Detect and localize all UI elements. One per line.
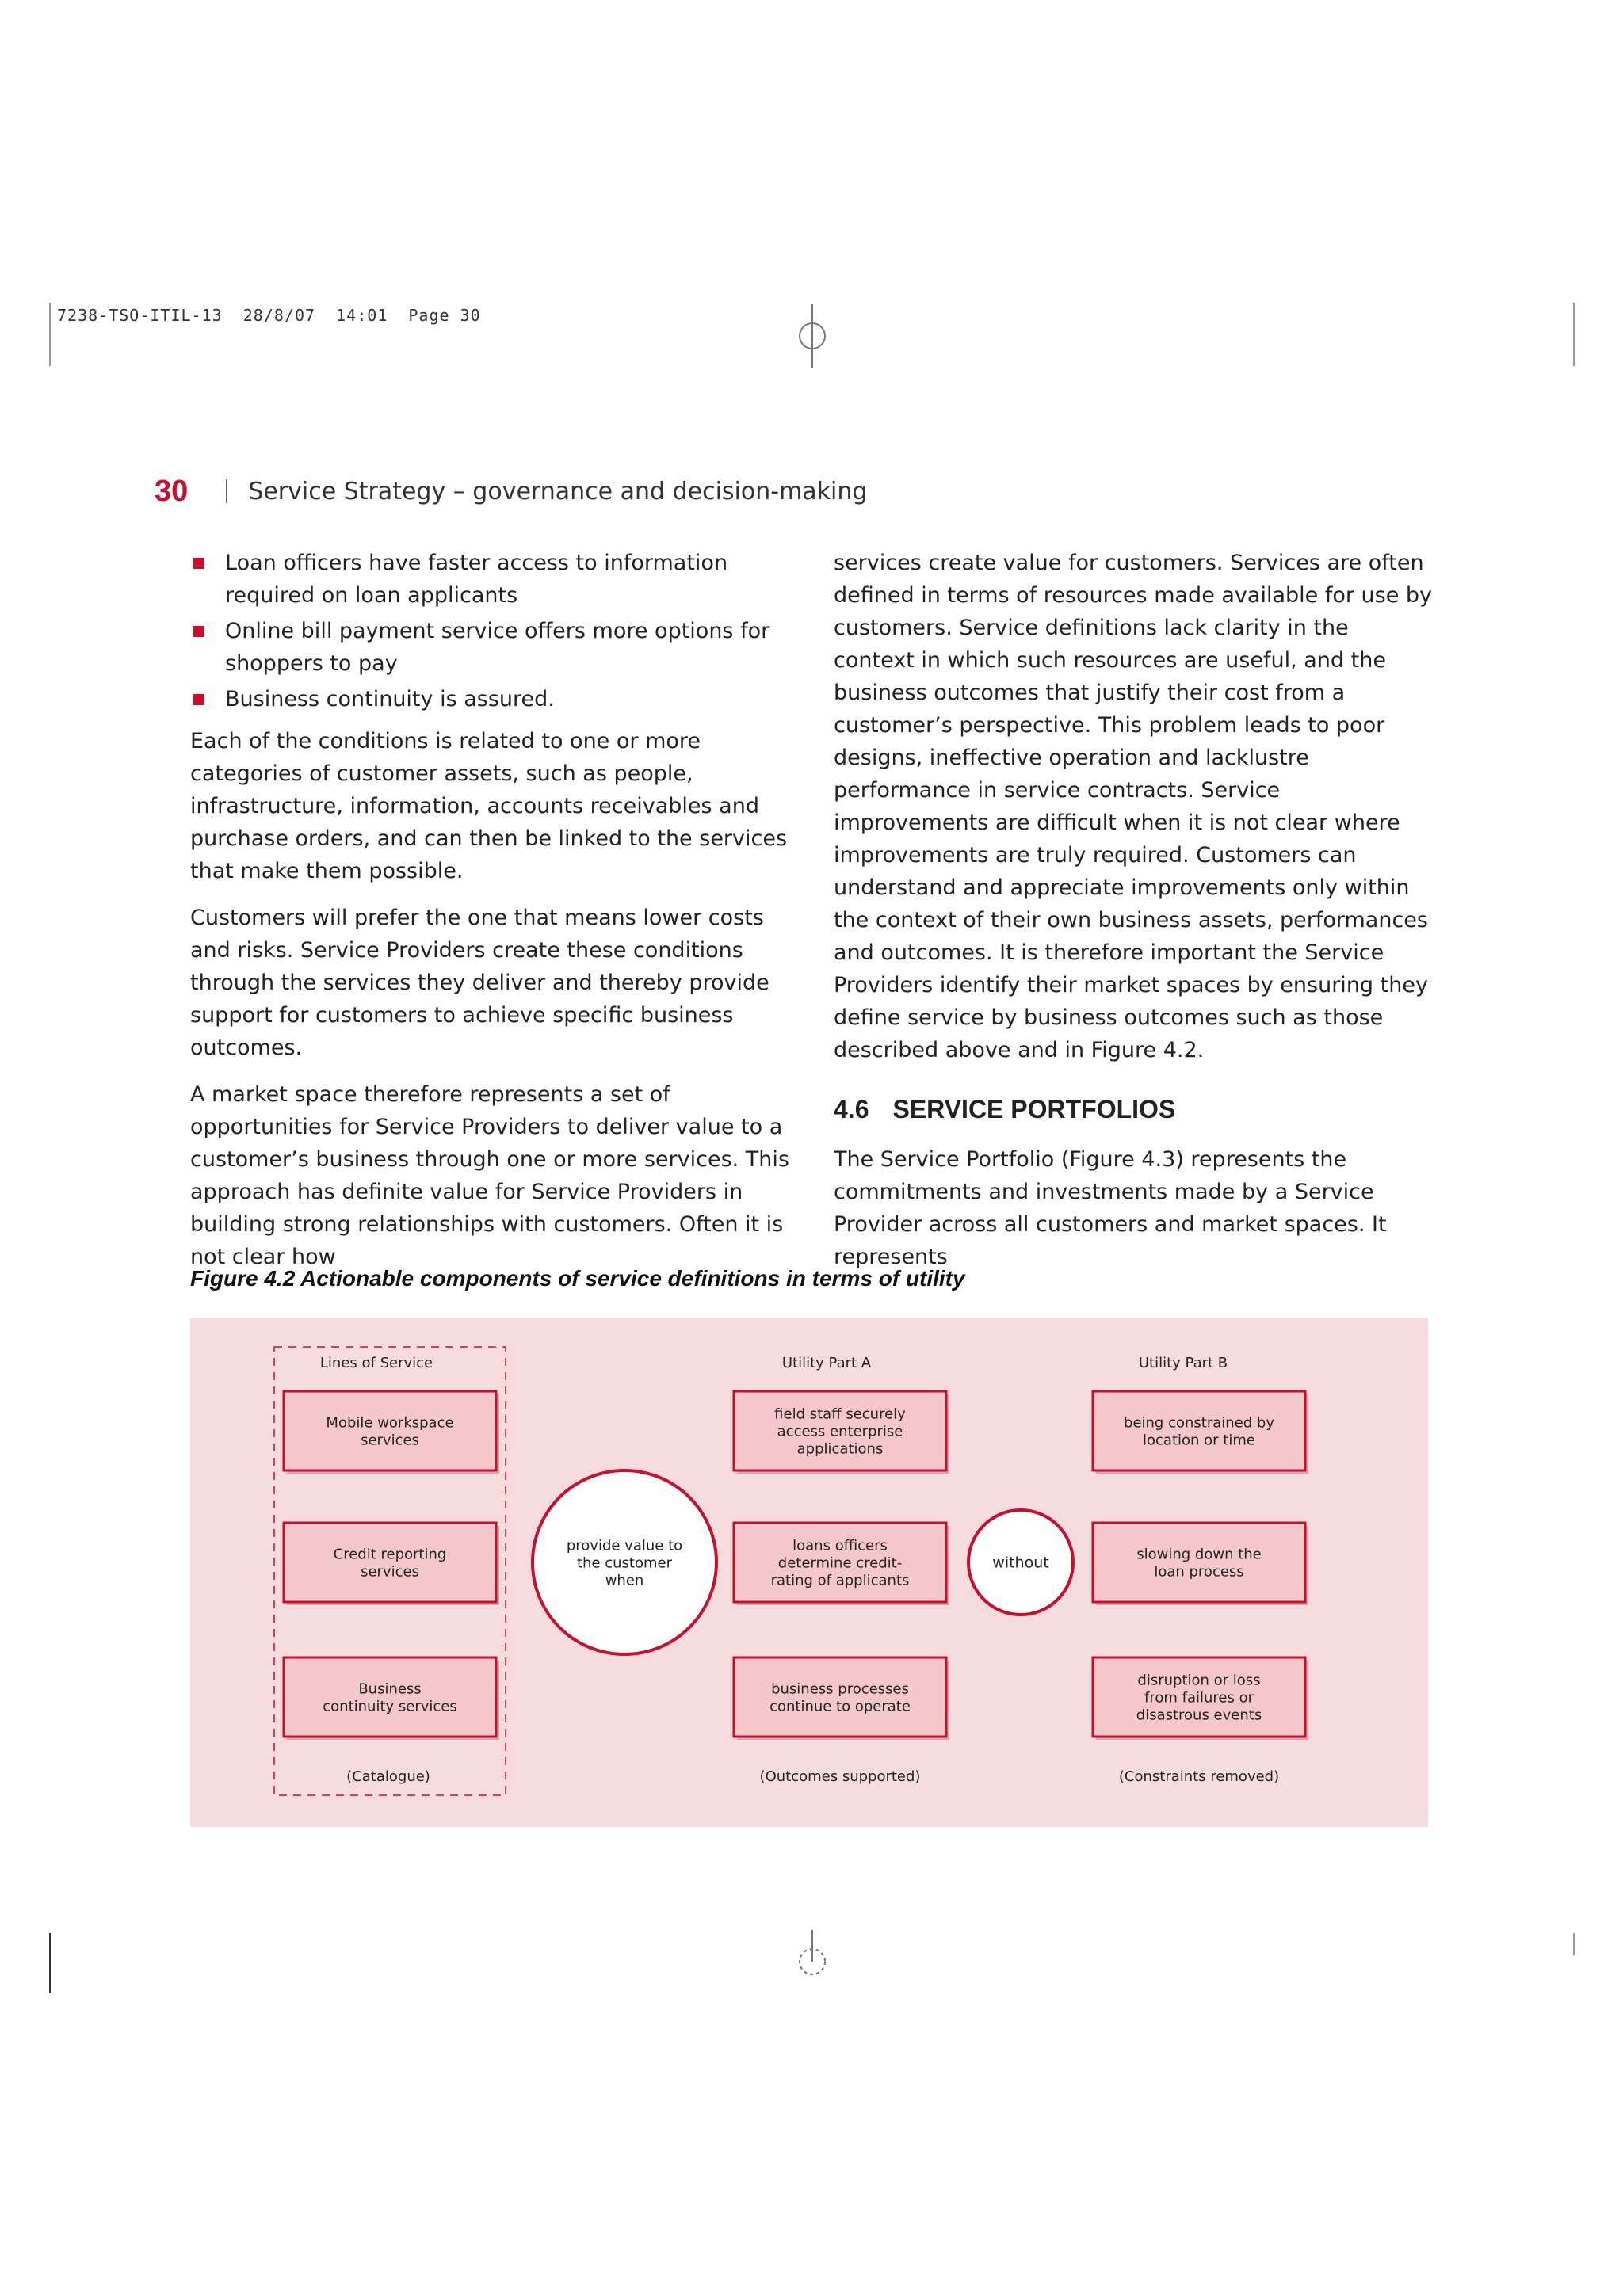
page-number: 30: [155, 474, 189, 508]
service-box-label: Mobile workspace: [326, 1414, 454, 1432]
constraint-box-label: loan process: [1154, 1563, 1244, 1581]
value-circle-label: the customer: [576, 1554, 673, 1572]
without-circle-label: without: [992, 1554, 1049, 1572]
bullet-item: [190, 547, 800, 612]
outcome-box-label: determine credit-: [777, 1554, 903, 1572]
body-paragraph: The Service Portfolio (Figure 4.3) represents the commitments and investments made by a Service Provider across all customers and market spaces. It represents: [834, 1147, 1387, 1269]
constraint-box-label: disastrous events: [1136, 1707, 1262, 1724]
column-heading-utility-a: Utility Part A: [781, 1355, 872, 1371]
service-box-label: Credit reporting: [333, 1546, 447, 1563]
service-box-label: services: [361, 1432, 419, 1449]
footer-outcomes-supported: (Outcomes supported): [759, 1768, 921, 1785]
registration-mark-bottom: [794, 1930, 831, 1979]
bullet-text: Business continuity is assured.: [225, 687, 555, 711]
section-heading: [834, 1093, 1436, 1126]
registration-mark-top: [794, 304, 831, 368]
value-circle-label: provide value to: [566, 1537, 683, 1554]
print-slug: 7238-TSO-ITIL-13 28/8/07 14:01 Page 30: [57, 306, 481, 325]
crop-mark-bottom-right: [1573, 1933, 1575, 1955]
outcome-box-label: continue to operate: [769, 1698, 911, 1715]
header-divider: [226, 479, 227, 503]
right-column: [834, 547, 1436, 1287]
bullet-text: Online bill payment service offers more options for shoppers to pay: [225, 619, 770, 676]
constraint-box-label: being constrained by: [1124, 1414, 1274, 1432]
body-paragraph: services create value for customers. Services are often defined in terms of resources made available for use by customers. Service definitions lack clarity in the context in which such resources are useful, and the business outcomes that justify their cost from a customer’s perspective. This problem leads to poor designs, ineffective operation and lacklustre performance in service contracts. Service improvements are difficult when it is not clear where improvements are truly required. Customers can understand and appreciate improvements only within the context of their own business assets, performances and outcomes. It is therefore important the Service Providers identify their market spaces by ensuring they define service by business outcomes such as those described above and in Figure 4.2.: [834, 551, 1433, 1062]
crop-mark-top-left: [49, 303, 51, 366]
outcome-box-label: loans officers: [792, 1537, 888, 1554]
constraint-box-label: disruption or loss: [1137, 1672, 1261, 1689]
column-heading-utility-b: Utility Part B: [1138, 1355, 1228, 1371]
bullet-item: [190, 615, 800, 680]
bullet-text: Loan officers have faster access to information required on loan applicants: [225, 551, 728, 608]
crop-mark-bottom-left: [49, 1933, 51, 1993]
bullet-item: [190, 683, 800, 715]
outcome-box-label: access enterprise: [777, 1423, 903, 1440]
service-box-label: services: [361, 1563, 419, 1581]
body-paragraph: Each of the conditions is related to one or more categories of customer assets, such as people, infrastructure, information, accounts receivables and purchase orders, and can then be linked to the services that make them possible.: [190, 729, 788, 883]
crop-mark-top-right: [1573, 303, 1575, 366]
section-number: 4.6: [834, 1095, 869, 1123]
service-box-label: Business: [358, 1680, 422, 1698]
outcome-box-label: rating of applicants: [770, 1572, 910, 1589]
bullet-square-icon: [193, 558, 204, 569]
outcome-box-label: field staff securely: [774, 1405, 906, 1423]
chapter-title: Service Strategy – governance and decision-making: [248, 477, 868, 505]
constraint-box-label: location or time: [1143, 1432, 1255, 1449]
diagram-canvas: [190, 1318, 1428, 1827]
footer-catalogue: (Catalogue): [346, 1768, 430, 1785]
constraint-box-label: slowing down the: [1136, 1546, 1262, 1563]
constraint-box-label: from failures or: [1144, 1689, 1254, 1707]
figure-utility-diagram: [190, 1318, 1428, 1827]
left-column: [190, 547, 800, 1287]
outcome-box-label: applications: [796, 1440, 884, 1458]
bullet-square-icon: [193, 694, 204, 705]
outcome-box-label: business processes: [771, 1680, 909, 1698]
figure-caption: Figure 4.2 Actionable components of service definitions in terms of utility: [190, 1266, 965, 1291]
footer-constraints-removed: (Constraints removed): [1118, 1768, 1280, 1785]
column-heading-lines-of-service: Lines of Service: [319, 1355, 433, 1371]
body-paragraph: Customers will prefer the one that means lower costs and risks. Service Providers create these conditions through the services they deliver and thereby provide support for customers to achieve specific business outcomes.: [190, 906, 769, 1060]
running-header: [155, 471, 867, 511]
bullet-square-icon: [193, 626, 204, 637]
bullet-list: [190, 547, 800, 715]
section-title: SERVICE PORTFOLIOS: [892, 1095, 1176, 1123]
value-circle-label: when: [605, 1572, 644, 1589]
service-box-label: continuity services: [323, 1698, 457, 1715]
body-paragraph: A market space therefore represents a set of opportunities for Service Providers to deliver value to a customer’s business through one or more services. This approach has definite value for Service Providers in building strong relationships with customers. Often it is not clear how: [190, 1082, 789, 1269]
